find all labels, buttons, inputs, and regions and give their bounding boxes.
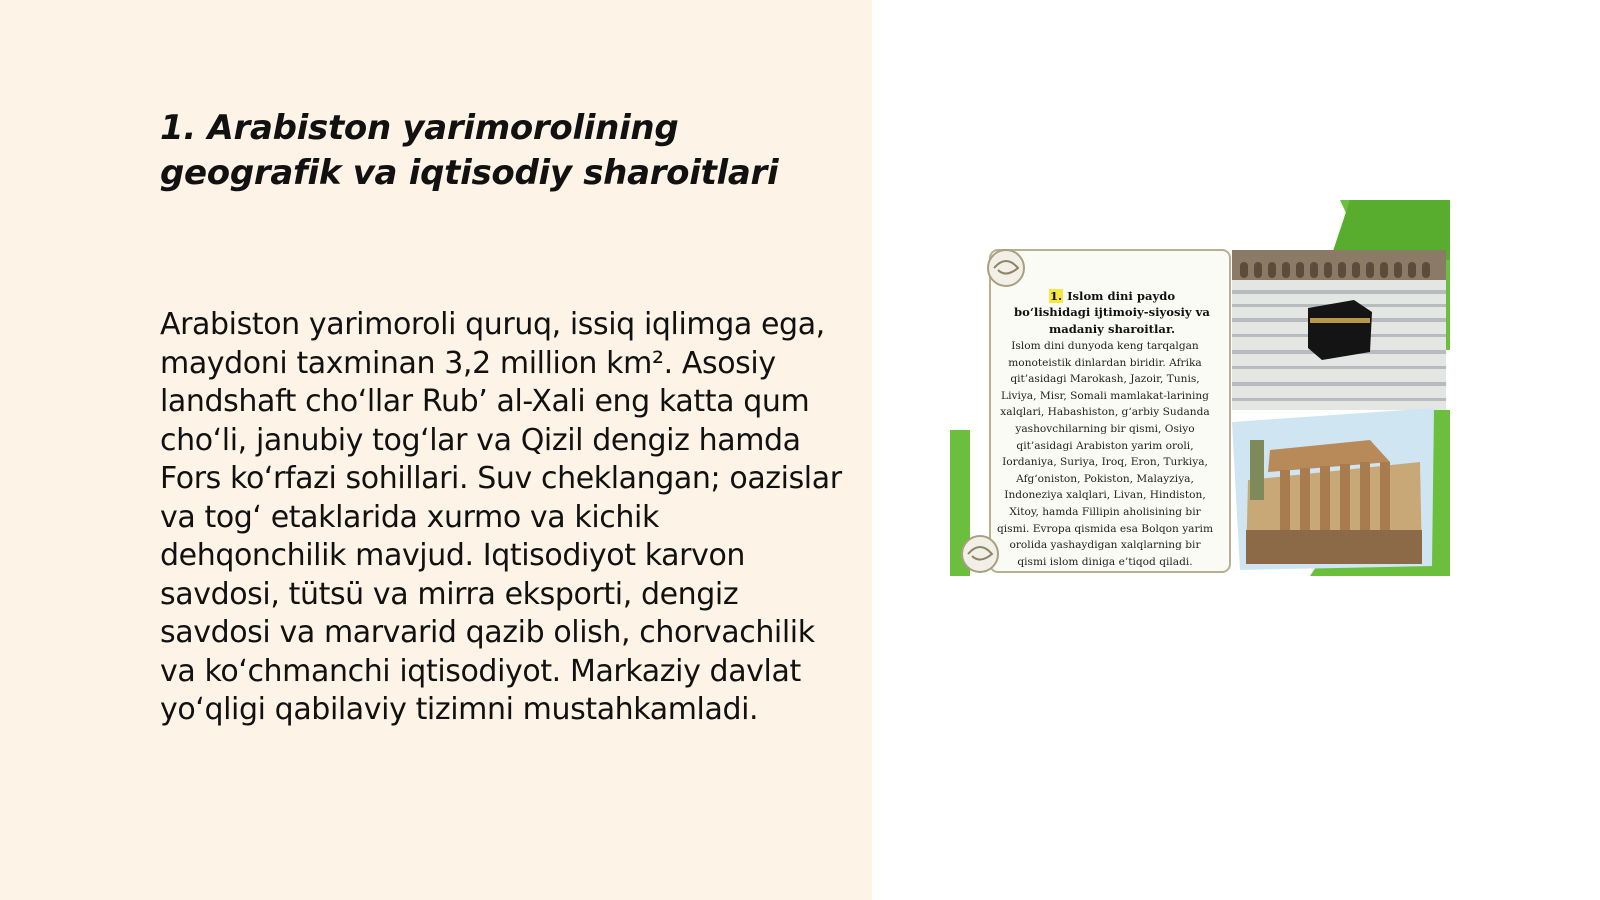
slide-title: 1. Arabiston yarimorolining geografik va iqtisodiy sharoitlari bbox=[160, 108, 779, 193]
scroll-heading-text: Islom dini paydo bo‘lishidagi ijtimoiy-siyosiy va madaniy sharoitlar. bbox=[1014, 289, 1210, 336]
textbook-figure bbox=[950, 200, 1450, 576]
kaaba-photo bbox=[1232, 250, 1446, 410]
scroll-paragraph: Islom dini dunyoda keng tarqalgan monoteistik dinlardan biridir. Afrika qit’asidagi Marokash, Jazoir, Tunis, Liviya, Misr, Somali mamlakat-larining xalqlari, Habashiston, g‘arbiy Sudanda yashovchilarning bir qismi, Osiyo qit’asidagi Arabiston yarim oroli, Iordaniya, Suriya, Iroq, Eron, Turkiya, Afg‘oniston, Pokiston, Malayziya, Indoneziya xalqlari, Livan, Hindiston, Xitoy, hamda Fillipin aholisining bir qismi. Evropa qismida esa Bolqon yarim orolida yashaydigan xalqlarning bir qismi islom diniga e’tiqod qiladi. bbox=[997, 340, 1213, 568]
ancient-ruins-photo bbox=[1232, 408, 1434, 570]
slide-body-text: Arabiston yarimoroli quruq, issiq iqlimga ega, maydoni taxminan 3,2 million km². Asosiy landshaft cho‘llar Rub’ al-Xali eng katta qum cho‘li, janubiy tog‘lar va Qizil dengiz hamda Fors ko‘rfazi sohillari. Suv cheklangan; oazislar va tog‘ etaklarida xurmo va kichik dehqonchilik mavjud. Iqtisodiyot karvon savdosi, tütsü va mirra eksporti, dengiz savdosi va marvarid qazib olish, chorvachilik va ko‘chmanchi iqtisodiyot. Markaziy davlat yo‘qligi qabilaviy tizimni mustahkamladi. bbox=[160, 307, 842, 727]
scroll-heading bbox=[1010, 288, 1214, 337]
scroll-heading-number: 1. bbox=[1049, 289, 1063, 303]
